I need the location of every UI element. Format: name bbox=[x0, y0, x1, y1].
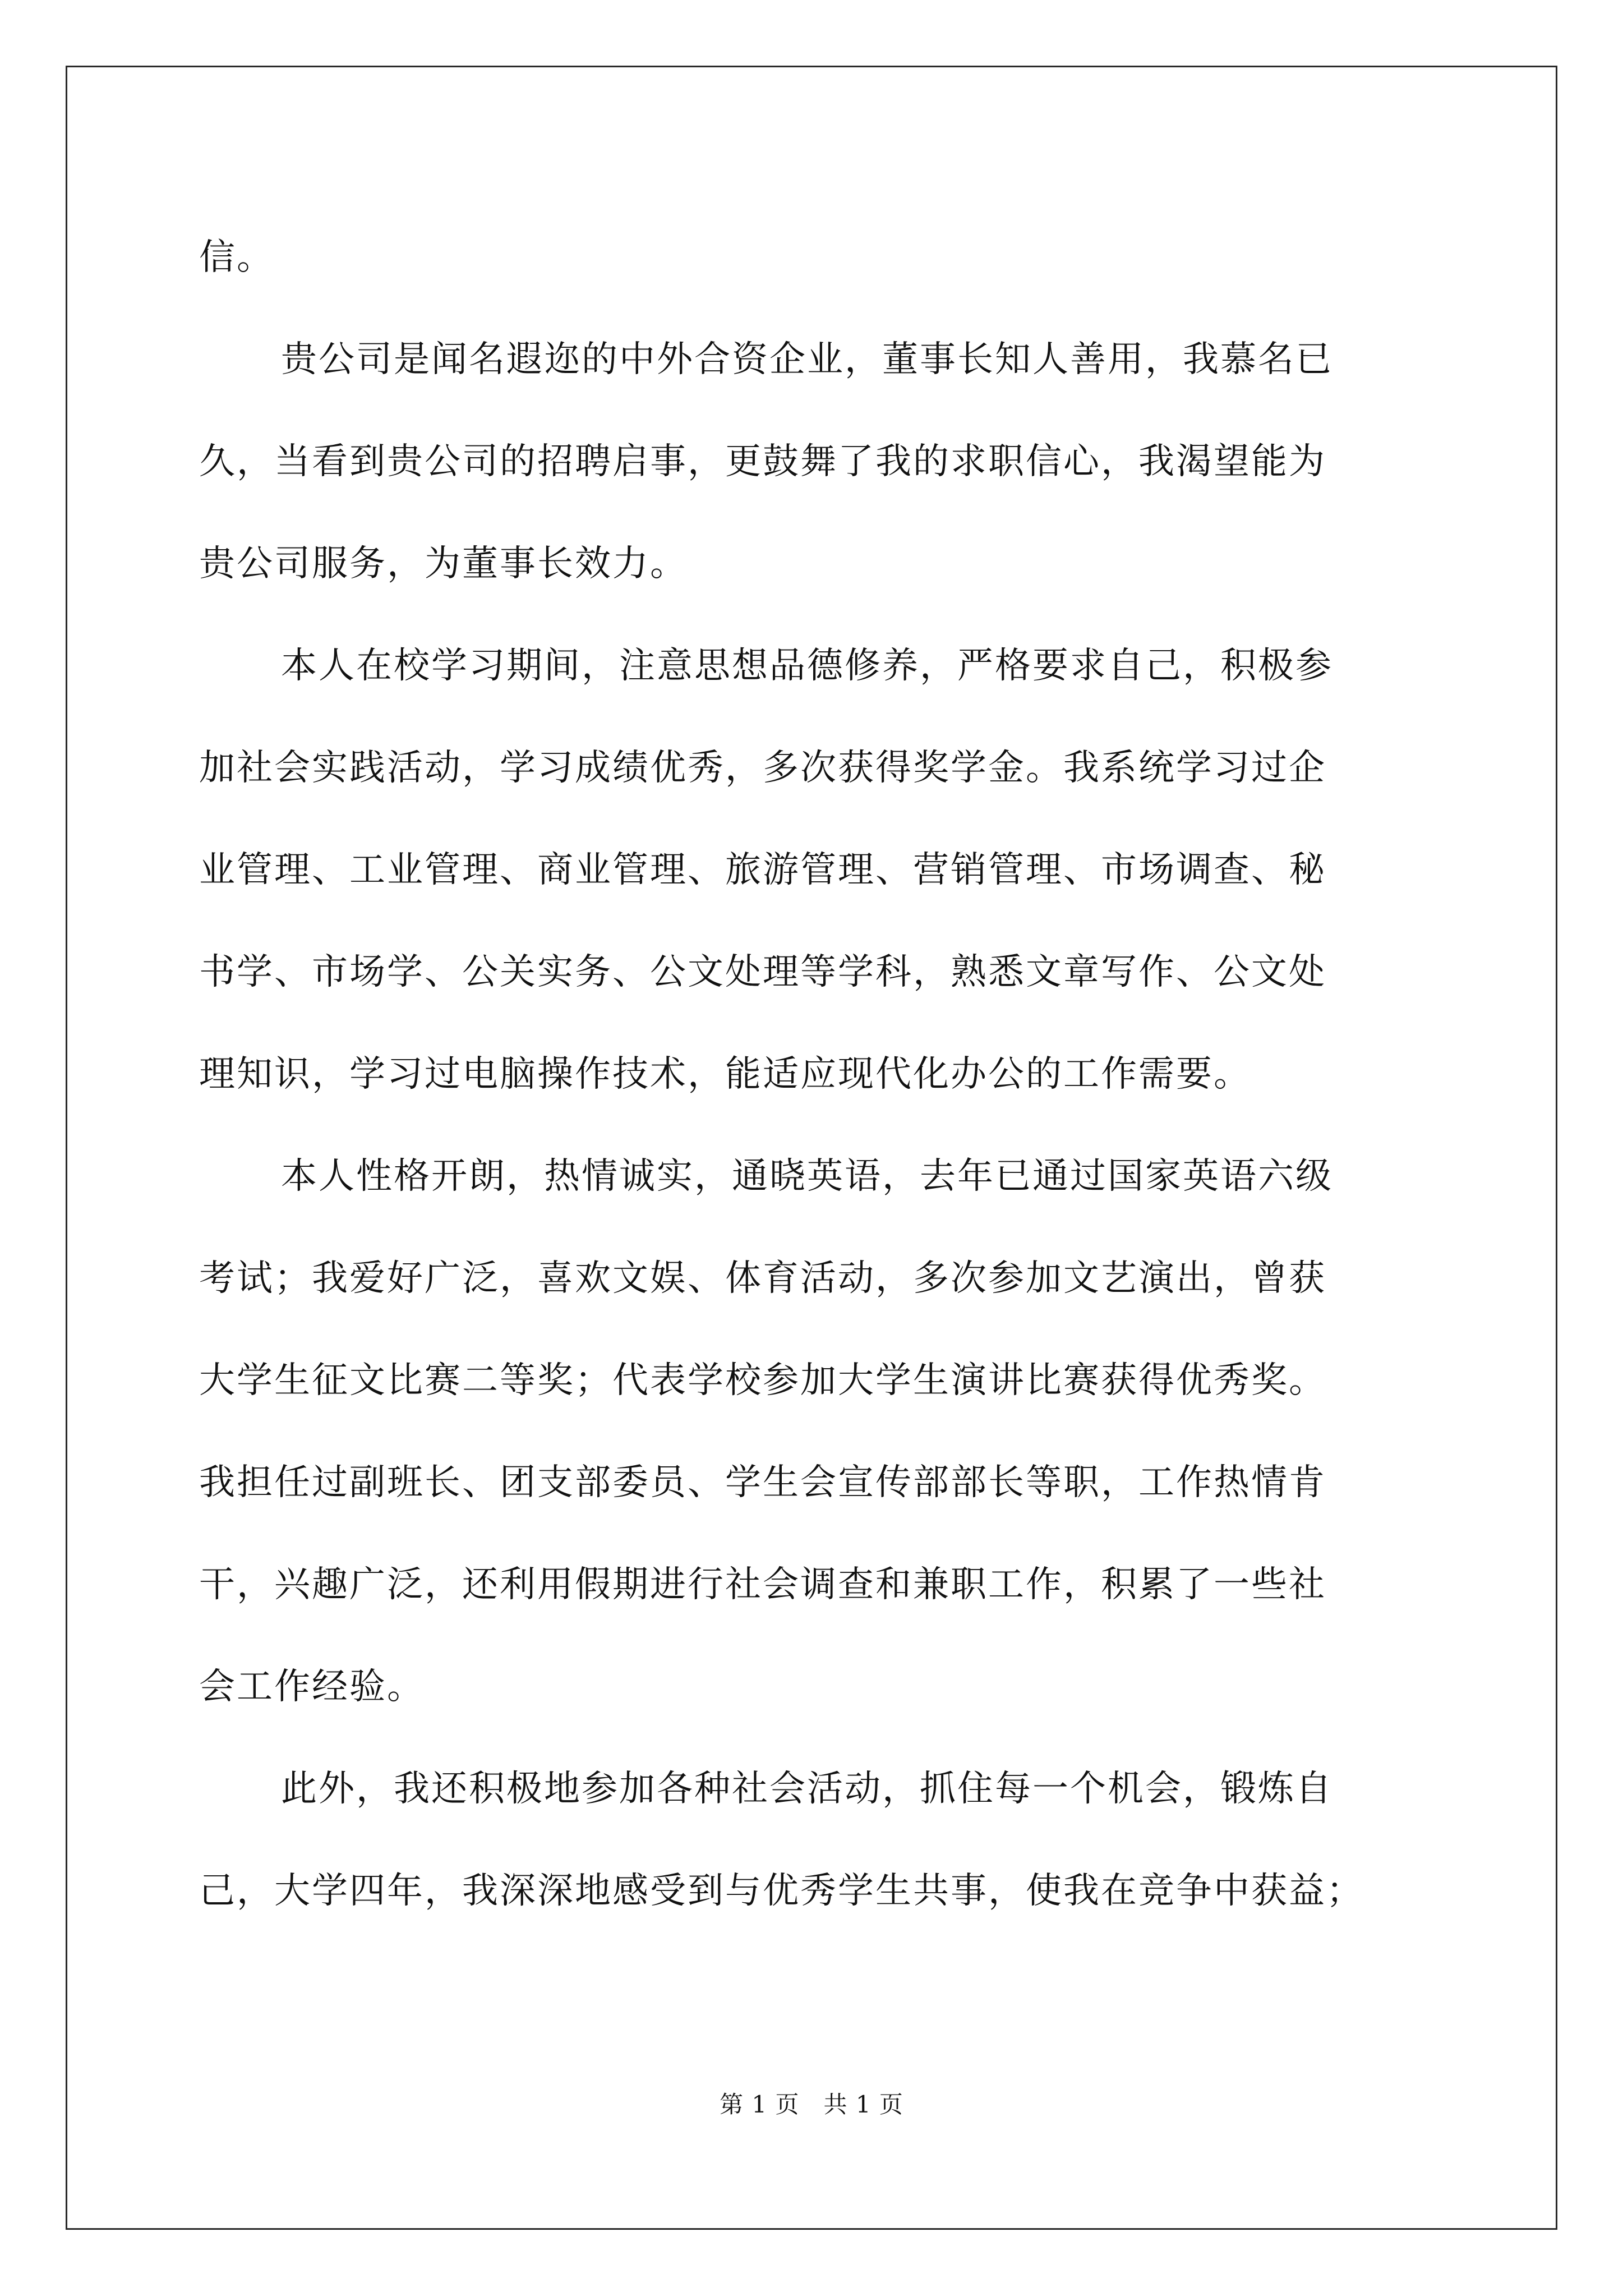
text-line: 我担任过副班长、团支部委员、学生会宣传部部长等职，工作热情肯 bbox=[199, 1462, 1326, 1503]
document-body bbox=[199, 206, 1433, 1942]
text-line: 己，大学四年，我深深地感受到与优秀学生共事，使我在竞争中获益； bbox=[199, 1870, 1364, 1912]
text-line: 信。 bbox=[199, 237, 274, 278]
text-line: 书学、市场学、公关实务、公文处理等学科，熟悉文章写作、公文处 bbox=[199, 951, 1326, 993]
text-line: 本人在校学习期间，注意思想品德修养，严格要求自己，积极参 bbox=[281, 645, 1333, 687]
text-line: 干，兴趣广泛，还利用假期进行社会调查和兼职工作，积累了一些社 bbox=[199, 1564, 1326, 1605]
text-line: 贵公司服务，为董事长效力。 bbox=[199, 543, 688, 585]
text-line: 久，当看到贵公司的招聘启事，更鼓舞了我的求职信心，我渴望能为 bbox=[199, 441, 1326, 482]
text-line: 加社会实践活动，学习成绩优秀，多次获得奖学金。我系统学习过企 bbox=[199, 747, 1326, 789]
text-line: 考试；我爱好广泛，喜欢文娱、体育活动，多次参加文艺演出，曾获 bbox=[199, 1258, 1326, 1299]
text-line: 理知识，学习过电脑操作技术，能适应现代化办公的工作需要。 bbox=[199, 1053, 1251, 1095]
text-line: 本人性格开朗，热情诚实，通晓英语，去年已通过国家英语六级 bbox=[281, 1156, 1333, 1197]
page-footer: 第 1 页 共 1 页 bbox=[720, 2091, 903, 2118]
text-line: 业管理、工业管理、商业管理、旅游管理、营销管理、市场调查、秘 bbox=[199, 849, 1326, 891]
text-line: 大学生征文比赛二等奖；代表学校参加大学生演讲比赛获得优秀奖。 bbox=[199, 1360, 1326, 1401]
text-line: 贵公司是闻名遐迩的中外合资企业，董事长知人善用，我慕名已 bbox=[281, 339, 1333, 380]
text-line: 此外，我还积极地参加各种社会活动，抓住每一个机会，锻炼自 bbox=[281, 1768, 1333, 1810]
text-line: 会工作经验。 bbox=[199, 1666, 425, 1708]
